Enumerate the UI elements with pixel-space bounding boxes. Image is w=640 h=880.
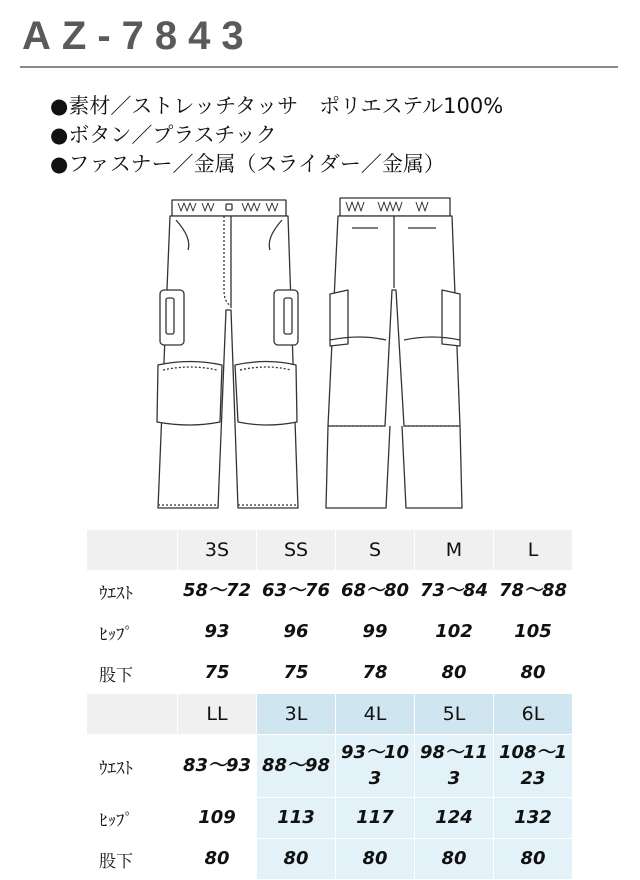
spec-fastener: ●ファスナー／金属（スライダー／金属） [50,152,445,176]
table-cell: 96 [257,612,336,653]
title-underline [20,66,618,68]
table-cell: 109 [178,798,257,839]
table-row [87,798,573,839]
size-header-ss: SS [257,530,336,571]
table-cell: 75 [178,653,257,694]
size-header-3l: 3L [257,694,336,735]
front-pants-drawing [157,200,298,508]
table-cell: 80 [415,839,494,880]
corner-cell [87,530,178,571]
size-header-5l: 5L [415,694,494,735]
table-cell: 132 [494,798,573,839]
table-cell: 108～123 [494,735,573,798]
size-header-ll: LL [178,694,257,735]
table-cell: 80 [494,839,573,880]
table-cell: 124 [415,798,494,839]
table-cell: 98～113 [415,735,494,798]
size-header-m: M [415,530,494,571]
table-cell: 113 [257,798,336,839]
row-label-hip: ﾋｯﾌﾟ [87,612,178,653]
table-cell: 75 [257,653,336,694]
back-pants-drawing [326,198,462,508]
spec-button: ●ボタン／プラスチック [50,123,277,147]
size-header-s: S [336,530,415,571]
size-header-row [87,530,573,571]
size-chart-table [86,529,573,880]
table-row [87,612,573,653]
table-row [87,839,573,880]
table-cell: 80 [178,839,257,880]
table-cell: 83～93 [178,735,257,798]
table-cell: 80 [415,653,494,694]
row-label-inseam: 股下 [87,839,178,880]
pants-illustration [140,190,480,520]
row-label-inseam: 股下 [87,653,178,694]
table-cell: 93～103 [336,735,415,798]
row-label-waist: ｳｴｽﾄ [87,735,178,798]
table-cell: 68～80 [336,571,415,612]
table-cell: 78 [336,653,415,694]
table-cell: 105 [494,612,573,653]
size-header-row [87,694,573,735]
row-label-waist: ｳｴｽﾄ [87,571,178,612]
table-cell: 58～72 [178,571,257,612]
row-label-hip: ﾋｯﾌﾟ [87,798,178,839]
table-cell: 117 [336,798,415,839]
spec-list [50,92,503,179]
table-row [87,653,573,694]
size-header-6l: 6L [494,694,573,735]
table-cell: 88～98 [257,735,336,798]
spec-material: ●素材／ストレッチタッサ ポリエステル100% [50,94,504,118]
table-cell: 102 [415,612,494,653]
size-header-3s: 3S [178,530,257,571]
product-code-title: AZ-7843 [22,14,255,58]
size-header-l: L [494,530,573,571]
table-cell: 78～88 [494,571,573,612]
table-cell: 63～76 [257,571,336,612]
size-header-4l: 4L [336,694,415,735]
table-row [87,735,573,798]
table-cell: 99 [336,612,415,653]
table-cell: 80 [257,839,336,880]
table-cell: 80 [494,653,573,694]
table-cell: 80 [336,839,415,880]
table-cell: 93 [178,612,257,653]
table-row [87,571,573,612]
table-cell: 73～84 [415,571,494,612]
corner-cell [87,694,178,735]
